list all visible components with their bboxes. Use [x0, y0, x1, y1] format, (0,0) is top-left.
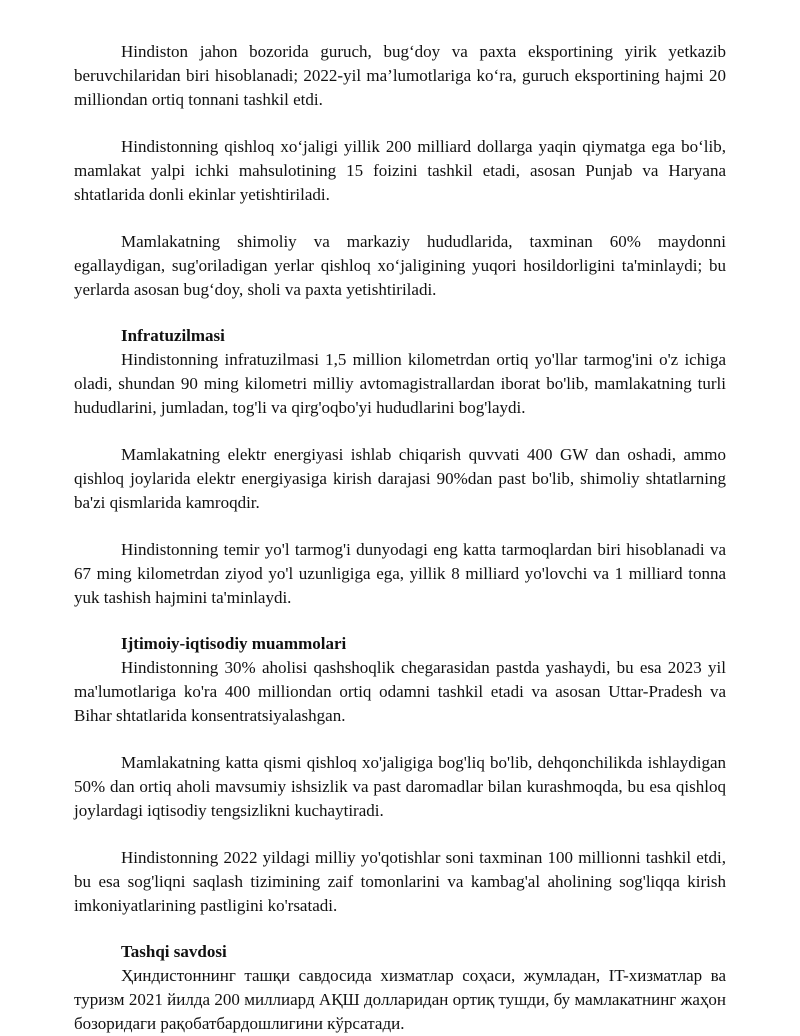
intro-paragraph-3: Mamlakatning shimoliy va markaziy hududlarida, taxminan 60% maydonni egallaydigan, sug'oriladigan yerlar qishloq xo‘jaligining yuqori hosildorligini ta'minlaydi; bu yerlarda asosan bug‘doy, sholi va paxta yetishtiriladi. — [74, 232, 726, 299]
section-paragraph: Mamlakatning katta qismi qishloq xo'jaligiga bog'liq bo'lib, dehqonchilikda ishlaydigan 50% dan ortiq aholi mavsumiy ishsizlik va past daromadlar bilan kurashmoqda, bu esa qishloq joylardagi iqtisodiy tengsizlikni kuchaytiradi. — [74, 753, 726, 820]
intro-paragraph-1: Hindiston jahon bozorida guruch, bug‘doy va paxta eksportining yirik yetkazib beruvchilaridan biri hisoblanadi; 2022-yil ma’lumotlariga ko‘ra, guruch eksportining hajmi 20 milliondan ortiq tonnani tashkil etdi. — [74, 42, 726, 109]
section-paragraph: Hindistonning 30% aholisi qashshoqlik chegarasidan pastda yashaydi, bu esa 2023 yil ma'lumotlariga ko'ra 400 milliondan ortiq odamni tashkil etadi va asosan Uttar-Pradesh va Bihar shtatlarida konsentratsiyalashgan. — [74, 658, 726, 725]
section-paragraph: Hindistonning 2022 yildagi milliy yo'qotishlar soni taxminan 100 millionni tashkil etdi, bu esa sog'liqni saqlash tizimining zaif tomonlarini va kambag'al aholining sog'liqqa kirish imkoniyatlarining pastligini ko'rsatadi. — [74, 848, 726, 915]
section-heading: Infratuzilmasi — [121, 326, 225, 345]
section-paragraph: Hindistonning temir yo'l tarmog'i dunyodagi eng katta tarmoqlardan biri hisoblanadi va 67 ming kilometrdan ziyod yo'l uzunligiga ega, yillik 8 milliard yo'lovchi va 1 milliard tonna yuk tashish hajmini ta'minlaydi. — [74, 540, 726, 607]
section-heading: Tashqi savdosi — [121, 942, 227, 961]
section-paragraph: Ҳиндистоннинг ташқи савдосида хизматлар соҳаси, жумладан, IT-хизматлар ва туризм 2021 йилда 200 миллиард АҚШ долларидан ортиқ тушди, бу мамлакатнинг жаҳон бозоридаги рақобатбардошлигини кўрсатади. — [74, 966, 726, 1033]
section-paragraph: Hindistonning infratuzilmasi 1,5 million kilometrdan ortiq yo'llar tarmog'ini o'z ichiga oladi, shundan 90 ming kilometri milliy avtomagistrallardan iborat bo'lib, mamlakatning turli hududlarini, jumladan, tog'li va qirg'oqbo'yi hududlarini bog'laydi. — [74, 350, 726, 417]
section-paragraph: Mamlakatning elektr energiyasi ishlab chiqarish quvvati 400 GW dan oshadi, ammo qishloq joylarida elektr energiyasiga kirish darajasi 90%dan past bo'lib, shimoliy shtatlarning ba'zi qismlarida kamroqdir. — [74, 445, 726, 512]
section-socio-economic-problems — [74, 632, 726, 918]
intro-paragraph-2: Hindistonning qishloq xo‘jaligi yillik 200 milliard dollarga yaqin qiymatga ega bo‘lib, mamlakat yalpi ichki mahsulotining 15 foizini tashkil etadi, asosan Punjab va Haryana shtatlarida donli ekinlar yetishtiriladi. — [74, 137, 726, 204]
section-heading: Ijtimoiy-iqtisodiy muammolari — [121, 634, 347, 653]
section-infrastructure — [74, 324, 726, 610]
section-foreign-trade — [74, 940, 726, 1036]
